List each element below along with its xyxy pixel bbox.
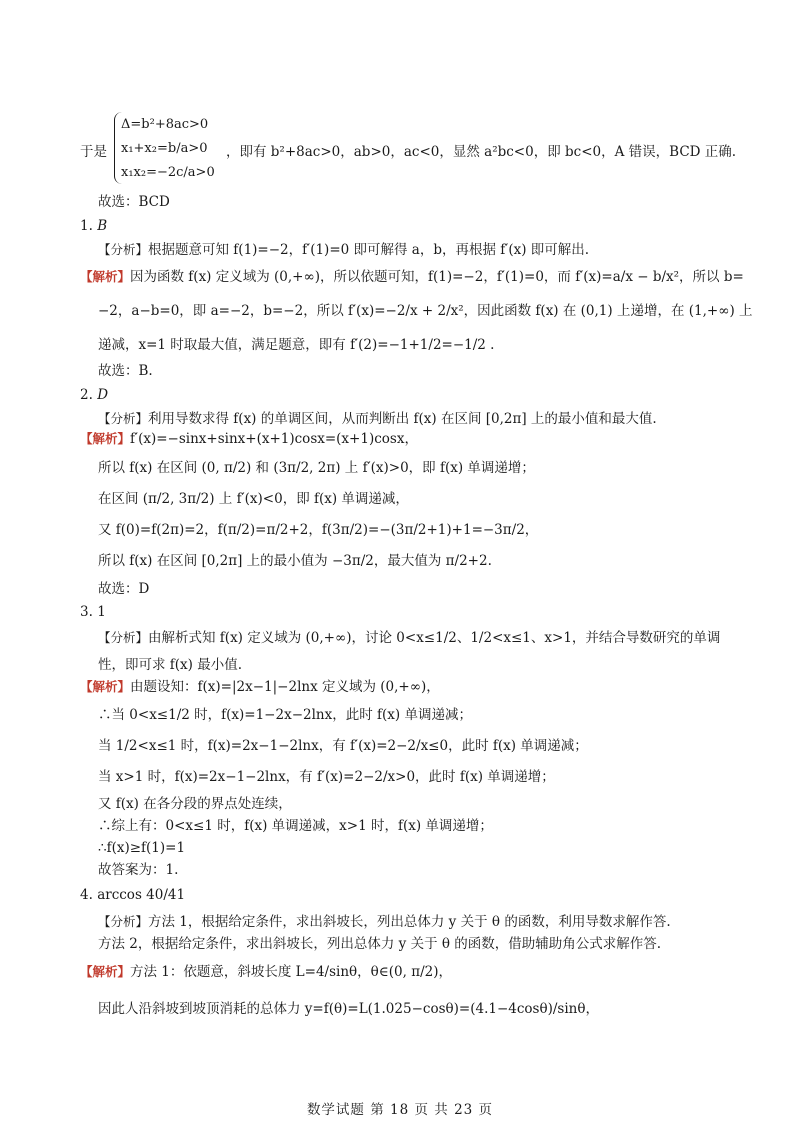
q4-analysis-text: 方法 1，根据给定条件，求出斜坡长，列出总体力 y 关于 θ 的函数，利用导数求解作答. <box>148 914 671 930</box>
q3-solution-1 <box>80 678 440 696</box>
analysis-tag: 【分析】 <box>98 411 149 426</box>
q4-num: 4. <box>80 887 93 903</box>
q1-analysis-text: 根据题意可知 f(1)=−2，f′(1)=0 即可解得 a，b，再根据 f′(x) 即可解出. <box>148 242 590 258</box>
q3-solution-4: 当 x>1 时，f(x)=2x−1−2lnx，有 f′(x)=2−2/x>0，此时 f(x) 单调递增； <box>98 769 555 785</box>
q2-num: 2. <box>80 387 93 403</box>
q2-choice: 故选：D <box>98 581 150 597</box>
intro-choice: 故选：BCD <box>98 194 170 210</box>
q3-answer: 1 <box>97 604 106 620</box>
q4-number <box>80 886 185 904</box>
system-row: x₁x₂=−2c/a>0 <box>121 164 215 180</box>
q3-solution-3: 当 1/2<x≤1 时，f(x)=2x−1−2lnx，有 f′(x)=2−2/x≤0，此时 f(x) 单调递减； <box>98 738 588 754</box>
q2-analysis-text: 利用导数求得 f(x) 的单调区间，从而判断出 f(x) 在区间 [0,2π] 上的最小值和最大值. <box>148 411 657 427</box>
q1-sol-text: 因为函数 f(x) 定义域为 (0,+∞)，所以依题可知，f(1)=−2，f′(1)=0，而 f′(x)=a/x − b/x²，所以 b= <box>130 269 744 285</box>
q3-num: 3. <box>80 604 93 620</box>
intro-text: ，即有 b²+8ac>0，ab>0，ac<0，显然 a²bc<0，即 bc<0，A 错误，BCD 正确. <box>226 144 737 160</box>
q1-choice: 故选：B. <box>98 363 153 379</box>
q3-analysis-text: 由解析式知 f(x) 定义域为 (0,+∞)，讨论 0<x≤1/2、1/2<x≤1、x>1，并结合导数研究的单调 <box>148 630 721 646</box>
q3-analysis-1 <box>98 629 720 647</box>
q2-analysis <box>98 410 657 428</box>
q1-num: 1. <box>80 218 93 234</box>
analysis-tag: 【分析】 <box>98 630 149 645</box>
solution-tag: 【解析】 <box>80 679 131 694</box>
analysis-tag: 【分析】 <box>98 914 149 929</box>
q1-solution-3: 递减，x=1 时取最大值，满足题意，即有 f′(2)=−1+1/2=−1/2 . <box>98 337 495 353</box>
intro-prefix: 于是 <box>80 144 107 160</box>
q2-sol-text: f′(x)=−sinx+sinx+(x+1)cosx=(x+1)cosx， <box>130 431 418 447</box>
q3-solution-6: ∴综上有：0<x≤1 时，f(x) 单调递减，x>1 时，f(x) 单调递增； <box>98 818 493 834</box>
solution-tag: 【解析】 <box>80 269 131 284</box>
q1-number <box>80 217 107 235</box>
q4-solution-1 <box>80 963 452 981</box>
q1-analysis <box>98 241 589 259</box>
page-footer: 数学试题 第 18 页 共 23 页 <box>306 1102 494 1118</box>
analysis-tag: 【分析】 <box>98 242 149 257</box>
q2-answer: D <box>97 387 109 403</box>
q1-solution-1 <box>80 268 744 286</box>
solution-tag: 【解析】 <box>80 431 131 446</box>
q4-sol-text: 方法 1：依题意，斜坡长度 L=4/sinθ，θ∈(0, π/2)， <box>130 964 453 980</box>
q2-solution-1 <box>80 430 418 448</box>
q4-analysis-2: 方法 2，根据给定条件，求出斜坡长，列出总体力 y 关于 θ 的函数，借助辅助角公式求解作答. <box>98 936 662 952</box>
inequality-system <box>114 112 215 184</box>
q4-solution-2: 因此人沿斜坡到坡顶消耗的总体力 y=f(θ)=L(1.025−cosθ)=(4.1−4cosθ)/sinθ， <box>98 1001 599 1017</box>
q3-solution-5: 又 f(x) 在各分段的界点处连续， <box>98 796 292 812</box>
solution-tag: 【解析】 <box>80 964 131 979</box>
q3-number <box>80 603 106 621</box>
q2-solution-2: 所以 f(x) 在区间 (0, π/2) 和 (3π/2, 2π) 上 f′(x)>0，即 f(x) 单调递增； <box>98 460 535 476</box>
q3-sol-text: 由题设知：f(x)=|2x−1|−2lnx 定义域为 (0,+∞)， <box>130 679 440 695</box>
q4-answer: arccos 40/41 <box>97 887 186 903</box>
q3-choice: 故答案为：1. <box>98 862 179 878</box>
system-row: x₁+x₂=b/a>0 <box>121 140 208 156</box>
q2-number <box>80 386 108 404</box>
system-row: Δ=b²+8ac>0 <box>121 116 209 132</box>
q2-solution-4: 又 f(0)=f(2π)=2，f(π/2)=π/2+2，f(3π/2)=−(3π/2+1)+1=−3π/2， <box>98 522 539 538</box>
q3-analysis-2: 性，即可求 f(x) 最小值. <box>98 657 243 673</box>
q4-analysis-1 <box>98 913 671 931</box>
q2-solution-5: 所以 f(x) 在区间 [0,2π] 上的最小值为 −3π/2，最大值为 π/2+2. <box>98 553 492 569</box>
q2-solution-3: 在区间 (π/2, 3π/2) 上 f′(x)<0，即 f(x) 单调递减， <box>98 491 409 507</box>
q3-solution-2: ∴当 0<x≤1/2 时，f(x)=1−2x−2lnx，此时 f(x) 单调递减； <box>98 707 472 723</box>
q3-solution-7: ∴f(x)≥f(1)=1 <box>98 840 186 856</box>
q1-answer: B <box>97 218 108 234</box>
q1-solution-2: −2，a−b=0，即 a=−2，b=−2，所以 f′(x)=−2/x + 2/x²，因此函数 f(x) 在 (0,1) 上递增，在 (1,+∞) 上 <box>98 303 753 319</box>
